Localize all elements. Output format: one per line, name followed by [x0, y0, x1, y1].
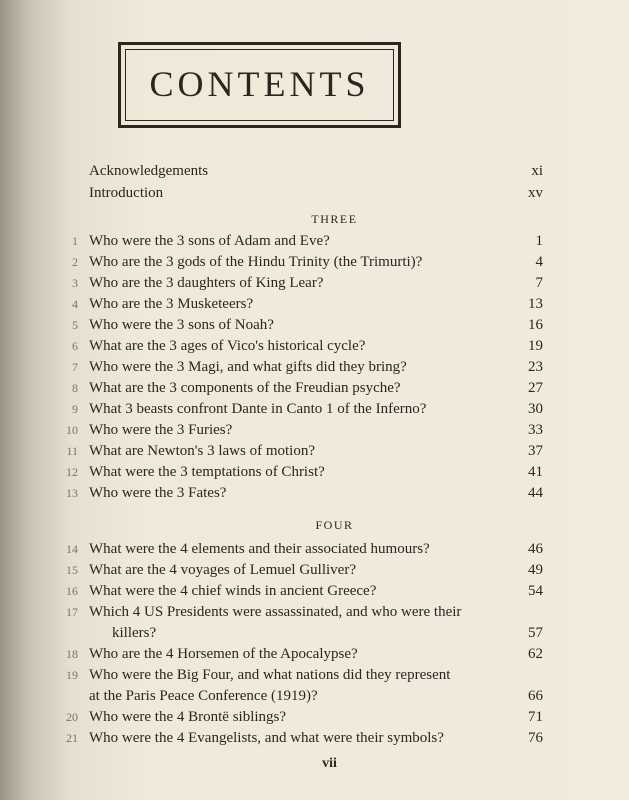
entry-number: 16: [66, 584, 78, 598]
page-number: vii: [322, 756, 337, 771]
entry-question: What are the 3 ages of Vico's historical cycle?: [89, 338, 366, 354]
entry-question: What were the 4 chief winds in ancient Greece?: [89, 583, 377, 599]
entry-question: Who are the 3 gods of the Hindu Trinity (the Trimurti)?: [89, 254, 423, 270]
entry-number: 3: [72, 276, 78, 290]
toc-entry: [0, 440, 629, 462]
entry-question: What are Newton's 3 laws of motion?: [89, 443, 315, 459]
entry-label: Introduction: [89, 185, 164, 201]
entry-question: Who were the Big Four, and what nations did they represent: [89, 667, 451, 683]
entry-question: Who were the 3 sons of Adam and Eve?: [89, 233, 330, 249]
entry-page: xv: [528, 185, 543, 201]
entry-question: Who are the 4 Horsemen of the Apocalypse?: [89, 646, 358, 662]
entry-page: 76: [528, 730, 543, 746]
entry-number: 17: [66, 605, 78, 619]
entry-question: What are the 3 components of the Freudian psyche?: [89, 380, 401, 396]
toc-entry: [0, 335, 629, 357]
toc-entry: [0, 727, 629, 749]
entry-question: Who were the 3 Fates?: [89, 485, 227, 501]
toc-entry: [0, 601, 629, 623]
entry-page: 13: [528, 296, 543, 312]
entry-page: 46: [528, 541, 543, 557]
page-title: CONTENTS: [149, 64, 370, 104]
entry-number: 18: [66, 647, 78, 661]
section-heading-three: THREE: [311, 212, 358, 226]
toc-entry-continuation: [0, 622, 629, 644]
entry-number: 10: [66, 423, 78, 437]
entry-question: Who were the 3 Magi, and what gifts did they bring?: [89, 359, 407, 375]
contents-title-box: [118, 42, 401, 128]
toc-entry: [0, 706, 629, 728]
entry-number: 12: [66, 465, 78, 479]
entry-question: Which 4 US Presidents were assassinated, and who were their: [89, 604, 462, 620]
toc-entry: [0, 559, 629, 581]
toc-entry-introduction: [0, 182, 629, 204]
entry-number: 21: [66, 731, 78, 745]
entry-number: 2: [72, 255, 78, 269]
entry-question: Who are the 3 daughters of King Lear?: [89, 275, 324, 291]
toc-entry: [0, 580, 629, 602]
entry-page: 66: [528, 688, 543, 704]
toc-entry: [0, 461, 629, 483]
toc-entry: [0, 419, 629, 441]
entry-number: 19: [66, 668, 78, 682]
entry-label: Acknowledgements: [89, 163, 209, 179]
entry-page: 19: [528, 338, 543, 354]
entry-number: 1: [72, 234, 78, 248]
entry-number: 14: [66, 542, 78, 556]
toc-entry: [0, 230, 629, 252]
entry-question: What were the 3 temptations of Christ?: [89, 464, 325, 480]
entry-number: 7: [72, 360, 78, 374]
toc-entry-acknowledgements: [0, 160, 629, 182]
entry-question-continued: at the Paris Peace Conference (1919)?: [89, 688, 318, 704]
entry-question: What 3 beasts confront Dante in Canto 1 of the Inferno?: [89, 401, 427, 417]
toc-entry: [0, 664, 629, 686]
entry-page: 37: [528, 443, 543, 459]
entry-number: 4: [72, 297, 78, 311]
toc-entry: [0, 272, 629, 294]
toc-entry: [0, 398, 629, 420]
toc-entry: [0, 643, 629, 665]
toc-entry: [0, 314, 629, 336]
entry-page: 7: [535, 275, 543, 291]
entry-page: 23: [528, 359, 543, 375]
toc-entry: [0, 538, 629, 560]
entry-page: 27: [528, 380, 543, 396]
entry-number: 8: [72, 381, 78, 395]
entry-number: 15: [66, 563, 78, 577]
entry-page: 33: [528, 422, 543, 438]
entry-page: 44: [528, 485, 543, 501]
entry-number: 9: [72, 402, 78, 416]
entry-number: 13: [66, 486, 78, 500]
entry-page: 30: [528, 401, 543, 417]
entry-question: What were the 4 elements and their associated humours?: [89, 541, 430, 557]
entry-page: 1: [535, 233, 543, 249]
entry-number: 11: [66, 444, 78, 458]
entry-question: Who were the 3 sons of Noah?: [89, 317, 274, 333]
entry-number: 5: [72, 318, 78, 332]
entry-question-continued: killers?: [112, 625, 157, 641]
entry-page: 54: [528, 583, 543, 599]
toc-entry: [0, 482, 629, 504]
entry-question: Who are the 3 Musketeers?: [89, 296, 254, 312]
toc-entry: [0, 377, 629, 399]
entry-page: 62: [528, 646, 543, 662]
entry-number: 6: [72, 339, 78, 353]
entry-page: xi: [531, 163, 543, 179]
entry-question: Who were the 3 Furies?: [89, 422, 233, 438]
entry-page: 41: [528, 464, 543, 480]
entry-question: What are the 4 voyages of Lemuel Gulliver?: [89, 562, 356, 578]
toc-entry: [0, 356, 629, 378]
entry-page: 4: [535, 254, 543, 270]
toc-entry-continuation: [0, 685, 629, 707]
section-heading-four: FOUR: [315, 518, 354, 532]
entry-number: 20: [66, 710, 78, 724]
entry-question: Who were the 4 Evangelists, and what were their symbols?: [89, 730, 444, 746]
entry-page: 49: [528, 562, 543, 578]
entry-page: 71: [528, 709, 543, 725]
entry-question: Who were the 4 Brontë siblings?: [89, 709, 287, 725]
entry-page: 57: [528, 625, 543, 641]
toc-entry: [0, 251, 629, 273]
toc-entry: [0, 293, 629, 315]
entry-page: 16: [528, 317, 543, 333]
